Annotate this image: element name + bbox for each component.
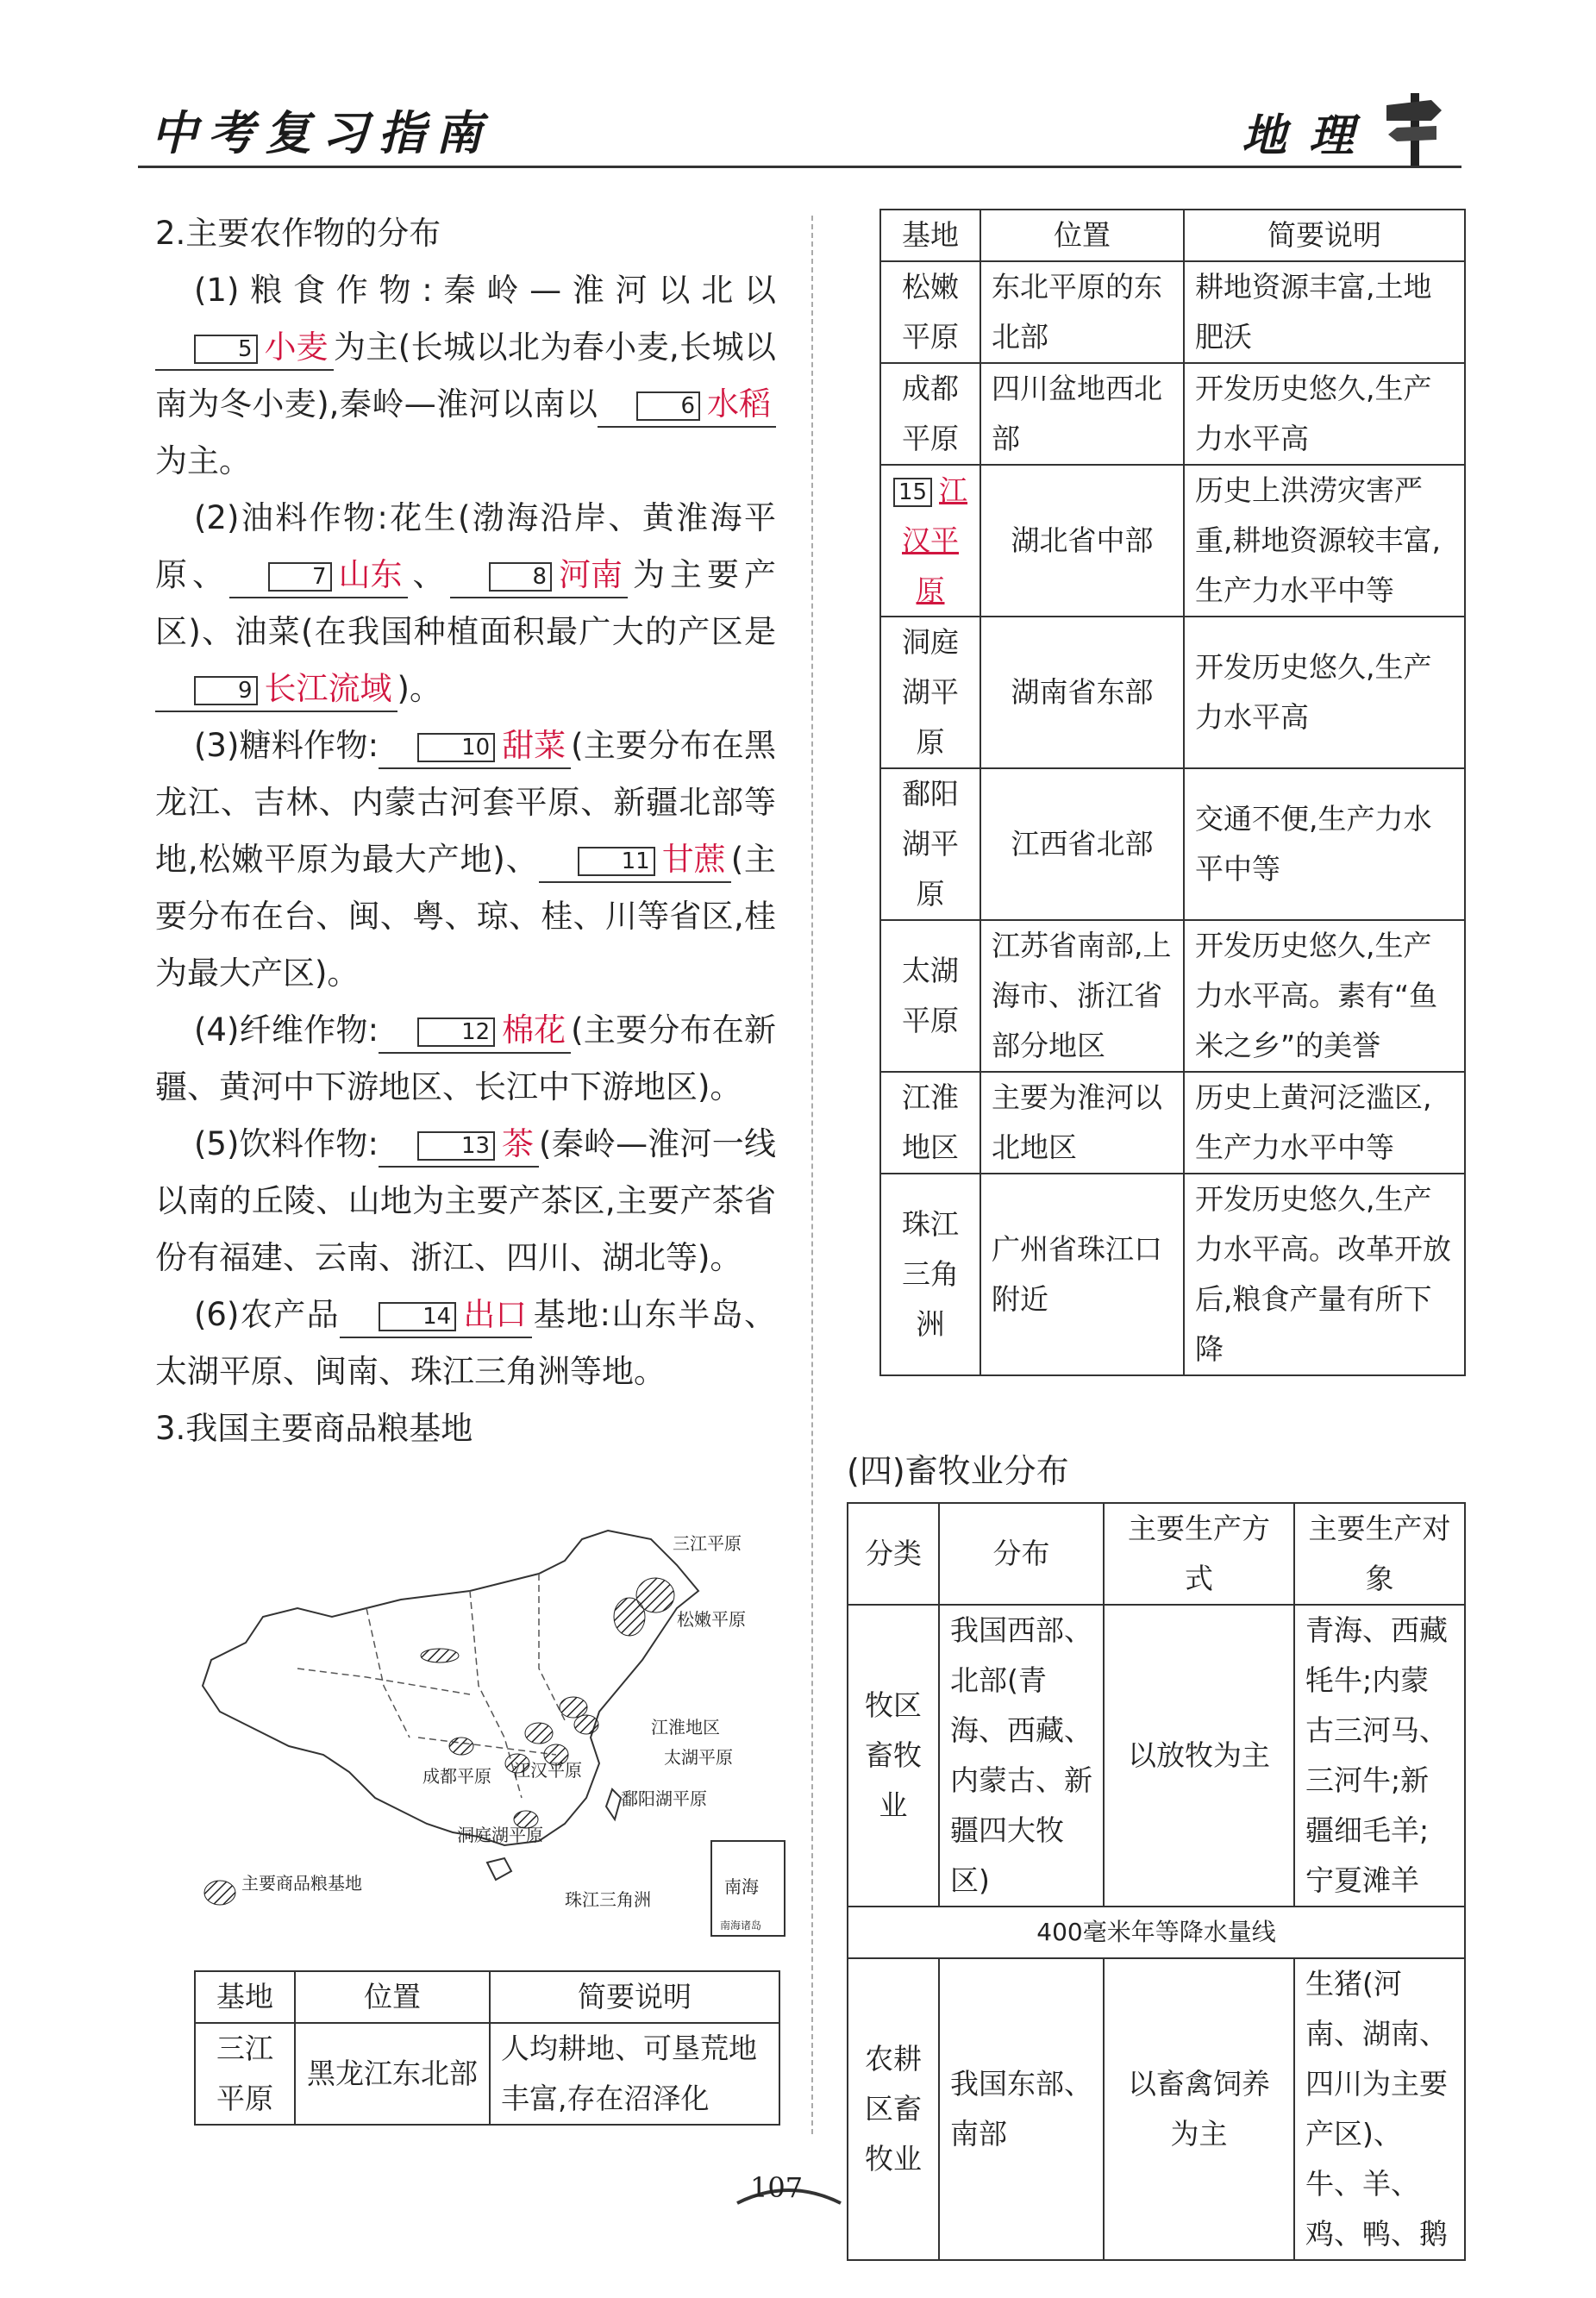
- legend-swatch: [204, 1881, 235, 1905]
- table-row: [880, 465, 1465, 617]
- cell-location: 江苏省南部,上海市、浙江省部分地区: [980, 920, 1184, 1072]
- oil-text: 为主要产区)、油菜(在我国种植面积最广大的产区是: [155, 556, 777, 650]
- answer-blank-8: [450, 554, 629, 598]
- answer-text: 甘蔗: [661, 841, 726, 878]
- map-label-taihu: 太湖平原: [664, 1747, 733, 1768]
- subject-title: 地理: [1242, 110, 1377, 162]
- answer-text: 出口: [463, 1296, 528, 1333]
- oil-text: (2)油料作物:花生(渤海沿岸、黄淮海平原、: [155, 499, 776, 593]
- oil-text: 、: [407, 556, 450, 593]
- cell-location: 主要为淮河以北地区: [980, 1072, 1184, 1174]
- hetao-region: [421, 1649, 459, 1662]
- blank-number: 7: [268, 562, 332, 592]
- grain-text: (1)粮食作物:秦岭—淮河以北以: [194, 272, 776, 309]
- cell-distribution: 我国东部、南部: [939, 1958, 1104, 2260]
- precipitation-line-row: 400毫米年等降水量线: [848, 1907, 1465, 1958]
- base-table-right: [879, 209, 1466, 1376]
- answer-blank-11: [539, 838, 731, 883]
- blank-number: 9: [194, 676, 258, 705]
- cell-location: 四川盆地西北部: [980, 363, 1184, 465]
- col-header-category: 分类: [848, 1503, 939, 1605]
- book-series-title: 中考复习指南: [151, 105, 492, 160]
- cell-base: 洞庭湖平原: [880, 617, 980, 768]
- col-header-objects: 主要生产对象: [1294, 1503, 1465, 1605]
- fiber-crops-para: [155, 1002, 776, 1116]
- cell-location: 广州省珠江口附近: [980, 1174, 1184, 1375]
- songnen-region: [614, 1598, 645, 1636]
- blank-number: 15: [893, 478, 932, 507]
- taiwan-island: [606, 1789, 621, 1819]
- col-header-mode: 主要生产方式: [1104, 1503, 1294, 1605]
- cell-description: 开发历史悠久,生产力水平高。素有“鱼米之乡”的美誉: [1184, 920, 1465, 1072]
- table-row: [880, 768, 1465, 920]
- signpost-icon: [1380, 86, 1449, 168]
- col-header-description: 简要说明: [1184, 210, 1465, 261]
- livestock-table: [847, 1502, 1466, 2261]
- cell-objects: 青海、西藏牦牛;内蒙古三河马、三河牛;新疆细毛羊;宁夏滩羊: [1294, 1605, 1465, 1907]
- table-row: [880, 920, 1465, 1072]
- col-header-location: 位置: [980, 210, 1184, 261]
- table-row: [848, 1958, 1465, 2260]
- cell-description: 耕地资源丰富,土地肥沃: [1184, 261, 1465, 363]
- export-base-para: [155, 1287, 776, 1400]
- cell-description: 开发历史悠久,生产力水平高: [1184, 617, 1465, 768]
- col-header-distribution: 分布: [939, 1503, 1104, 1605]
- table-row: [848, 1605, 1465, 1907]
- cell-base: 松嫩平原: [880, 261, 980, 363]
- section-3-title: 3.我国主要商品粮基地: [155, 1410, 473, 1447]
- answer-blank-5: [155, 326, 334, 371]
- map-label-jianghan: 江汉平原: [513, 1760, 582, 1781]
- section-4-title: (四)畜牧业分布: [847, 1452, 1069, 1490]
- drink-text: (秦岭—淮河一线以南的丘陵、山地为主要产茶区,主要产茶省份有福建、云南、浙江、四川、湖北等)。: [155, 1125, 776, 1276]
- grain-base-map: [194, 1513, 789, 1944]
- cell-description: 历史上黄河泛滥区,生产力水平中等: [1184, 1072, 1465, 1174]
- map-label-chengdu: 成都平原: [422, 1766, 491, 1787]
- drink-crops-para: [155, 1116, 776, 1287]
- page-number: 107: [750, 2171, 804, 2204]
- grain-text: 为主(长城以北为春小麦,长城以南为冬小麦),秦岭—淮河以南以: [155, 329, 776, 423]
- answer-text: 小麦: [264, 329, 329, 366]
- cell-mode: 以放牧为主: [1104, 1605, 1294, 1907]
- table-row: [880, 1174, 1465, 1375]
- blank-number: 6: [636, 391, 700, 421]
- table-row: [880, 1072, 1465, 1174]
- table-row: [880, 363, 1465, 465]
- export-text: (6)农产品: [194, 1296, 341, 1333]
- hainan-island: [487, 1858, 511, 1880]
- col-header-location: 位置: [295, 1971, 490, 2023]
- answer-blank-10: [379, 724, 571, 769]
- cell-base: 江淮地区: [880, 1072, 980, 1174]
- blank-number: 11: [578, 847, 655, 876]
- table-row: [880, 261, 1465, 363]
- answer-text: 山东: [338, 556, 403, 593]
- sugar-text: (主要分布在台、闽、粤、琼、桂、川等省区,桂为最大产区)。: [155, 841, 776, 992]
- cell-location: 江西省北部: [980, 768, 1184, 920]
- map-label-dongting: 洞庭湖平原: [457, 1825, 543, 1845]
- answer-blank-7: [229, 554, 408, 598]
- map-label-south-sea: 南海: [724, 1876, 759, 1897]
- answer-text: 水稻: [707, 385, 771, 423]
- cell-location: 湖北省中部: [980, 465, 1184, 617]
- answer-blank-9: [155, 667, 397, 712]
- answer-blank-12: [379, 1009, 571, 1054]
- col-header-base: 基地: [880, 210, 980, 261]
- cell-base: 三江平原: [195, 2023, 295, 2125]
- chengdu-region: [449, 1738, 473, 1755]
- sugar-crops-para: [155, 717, 776, 1002]
- table-row: [880, 617, 1465, 768]
- legend-label: 主要商品粮基地: [241, 1873, 362, 1894]
- oil-crops-para: [155, 490, 776, 717]
- answer-text: 长江流域: [264, 670, 392, 707]
- blank-number: 8: [489, 562, 553, 592]
- answer-text: 甜菜: [502, 727, 566, 764]
- blank-number: 12: [417, 1018, 495, 1047]
- export-text: 基地:山东半岛、太湖平原、闽南、珠江三角洲等地。: [155, 1296, 776, 1390]
- map-label-poyang: 鄱阳湖平原: [621, 1788, 707, 1809]
- blank-number: 14: [379, 1302, 456, 1331]
- cell-location: 黑龙江东北部: [295, 2023, 490, 2125]
- section-2-title: 2.主要农作物的分布: [155, 215, 441, 252]
- table-row: [848, 1907, 1465, 1958]
- cell-description: 开发历史悠久,生产力水平高: [1184, 363, 1465, 465]
- col-header-description: 简要说明: [490, 1971, 779, 2023]
- cell-category: 牧区畜牧业: [848, 1605, 939, 1907]
- cell-location: 东北平原的东北部: [980, 261, 1184, 363]
- answer-text: 江汉平原: [902, 473, 968, 607]
- base-table-left: [194, 1970, 780, 2126]
- taihu-region: [574, 1715, 598, 1734]
- answer-text: 棉花: [502, 1011, 566, 1049]
- cell-location: 湖南省东部: [980, 617, 1184, 768]
- jianghuai-region: [560, 1697, 587, 1718]
- table-row: [195, 2023, 779, 2125]
- grain-text: 为主。: [155, 442, 251, 479]
- col-header-base: 基地: [195, 1971, 295, 2023]
- blank-number: 13: [417, 1131, 495, 1161]
- cell-base: 成都平原: [880, 363, 980, 465]
- map-label-songnen: 松嫩平原: [677, 1609, 746, 1630]
- cell-base: 珠江三角洲: [880, 1174, 980, 1375]
- drink-text: (5)饮料作物:: [194, 1125, 379, 1162]
- cell-category: 农耕区畜牧业: [848, 1958, 939, 2260]
- cell-description: 历史上洪涝灾害严重,耕地资源较丰富,生产力水平中等: [1184, 465, 1465, 617]
- fiber-text: (4)纤维作物:: [194, 1011, 379, 1049]
- fiber-text: (主要分布在新疆、黄河中下游地区、长江中下游地区)。: [155, 1011, 776, 1105]
- cell-description: 人均耕地、可垦荒地丰富,存在沼泽化: [490, 2023, 779, 2125]
- cell-base: 鄱阳湖平原: [880, 768, 980, 920]
- sugar-text: (主要分布在黑龙江、吉林、内蒙古河套平原、新疆北部等地,松嫩平原为最大产地)、: [155, 727, 776, 878]
- cell-description: 交通不便,生产力水平中等: [1184, 768, 1465, 920]
- section-2-content: [155, 205, 776, 1457]
- blank-number: 5: [194, 335, 258, 364]
- map-label-sanjiang: 三江平原: [673, 1533, 742, 1554]
- grain-crops-para: [155, 262, 776, 490]
- column-divider: [811, 216, 813, 2134]
- cell-base-answer-15: [880, 465, 980, 617]
- answer-blank-6: [598, 383, 776, 428]
- cell-objects: 生猪(河南、湖南、四川为主要产区)、牛、羊、鸡、鸭、鹅: [1294, 1958, 1465, 2260]
- header-rule: [138, 166, 1461, 168]
- oil-text: )。: [397, 670, 441, 707]
- map-label-pearl-delta: 珠江三角洲: [565, 1889, 651, 1910]
- map-inset-note: 南海诸岛: [720, 1919, 762, 1932]
- cell-distribution: 我国西部、北部(青海、西藏、内蒙古、新疆四大牧区): [939, 1605, 1104, 1907]
- jianghan-region: [525, 1723, 553, 1744]
- answer-blank-14: [340, 1293, 532, 1338]
- map-label-jianghuai: 江淮地区: [651, 1717, 720, 1738]
- cell-mode: 以畜禽饲养为主: [1104, 1958, 1294, 2260]
- sugar-text: (3)糖料作物:: [194, 727, 379, 764]
- answer-text: 茶: [502, 1125, 535, 1162]
- answer-blank-13: [379, 1123, 539, 1168]
- cell-description: 开发历史悠久,生产力水平高。改革开放后,粮食产量有所下降: [1184, 1174, 1465, 1375]
- cell-base: 太湖平原: [880, 920, 980, 1072]
- answer-text: 河南: [559, 556, 623, 593]
- blank-number: 10: [417, 733, 495, 762]
